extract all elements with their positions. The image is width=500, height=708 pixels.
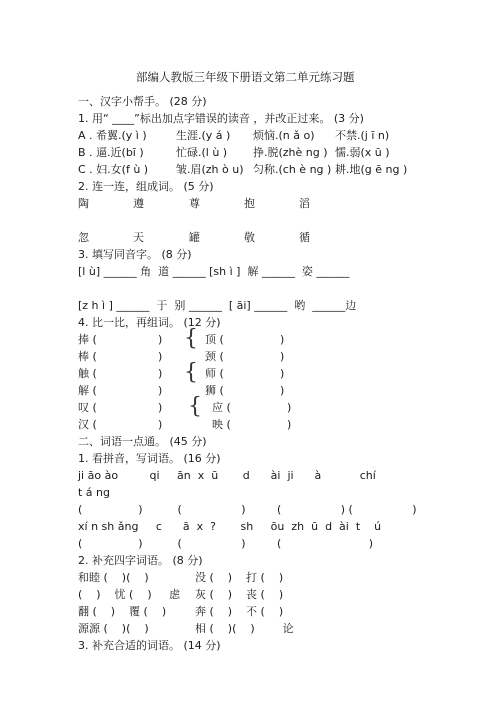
compare-left-char: 汉 ( xyxy=(78,418,97,431)
compare-left-char: 解 ( xyxy=(78,384,97,397)
compare-right-char: 师 ( xyxy=(205,367,224,380)
page-title: 部编人教版三年级下册语文第二单元练习题 xyxy=(136,70,355,84)
option-a-item-2: 生涯.(y á ) xyxy=(176,129,231,142)
compare-left-char: 触 ( xyxy=(78,367,97,380)
homophone-row-2: [z h ì ] ______ 于 别 ______ [ āi] ______ 哟 ______边 xyxy=(78,299,357,312)
idiom-row-left: 和睦 ( )( ) xyxy=(78,571,149,584)
section-2-question-1-prompt: 1. 看拼音，写词语。 (16 分) xyxy=(78,452,221,465)
compare-right-char: 映 ( xyxy=(212,418,231,431)
option-b-item-2: 忙碌.(l ù ) xyxy=(176,146,228,159)
match-bottom-char: 敬 xyxy=(244,231,255,244)
match-top-char: 滔 xyxy=(299,197,310,210)
compare-left-close: ) xyxy=(158,384,163,397)
option-c-item-1: C . 妇.女(f ù ) xyxy=(78,163,149,176)
compare-right-char: 应 ( xyxy=(212,401,231,414)
compare-right-char: 顶 ( xyxy=(205,333,224,346)
compare-left-close: ) xyxy=(158,418,163,431)
left-brace-icon: { xyxy=(188,394,202,419)
option-b-item-3: 挣.脱(zhè ng ) xyxy=(253,146,328,159)
match-bottom-char: 循 xyxy=(299,231,310,244)
idiom-row-left: 翻 ( ) 覆 ( ) xyxy=(78,605,167,618)
section-2-heading: 二、词语一点通。 (45 分) xyxy=(78,435,207,448)
compare-right-close: ) xyxy=(280,350,285,363)
compare-left-close: ) xyxy=(158,401,163,414)
compare-right-close: ) xyxy=(280,333,285,346)
left-brace-icon: { xyxy=(184,326,198,351)
option-a-item-4: 不禁.(j ī n) xyxy=(335,129,390,142)
left-brace-icon: { xyxy=(184,360,198,385)
compare-right-char: 狮 ( xyxy=(205,384,224,397)
match-bottom-char: 忽 xyxy=(78,231,89,244)
question-2-prompt: 2. 连一连，组成词。 (5 分) xyxy=(78,180,214,193)
match-top-char: 陶 xyxy=(78,197,89,210)
section-2-question-3-prompt: 3. 补充合适的词语。 (14 分) xyxy=(78,639,221,652)
compare-right-close: ) xyxy=(280,367,285,380)
compare-right-close: ) xyxy=(287,401,292,414)
match-top-char: 抱 xyxy=(244,197,255,210)
pinyin-row-1: ji āo ào qi ān x ū d ài ji à chí xyxy=(78,469,376,482)
pinyin-row-1-continued: t á ng xyxy=(78,486,111,499)
match-top-char: 遵 xyxy=(133,197,144,210)
idiom-row-left: ( ) 忧 ( ) 虑 xyxy=(78,588,181,601)
compare-left-char: 捧 ( xyxy=(78,333,97,346)
pinyin-row-2: xí n sh ǎng c ā x ? sh ōu zh ū d ài t ú xyxy=(78,520,382,533)
option-b-item-1: B . 逼.近(bī ) xyxy=(78,146,144,159)
section-1-heading: 一、汉字小帮手。 (28 分) xyxy=(78,95,207,108)
compare-left-close: ) xyxy=(158,333,163,346)
homophone-row-1: [l ù] ______ 角 道 ______ [sh ì ] 解 ______ 姿 ______ xyxy=(78,265,350,278)
question-1-prompt: 1. 用“ ____”标出加点字错误的读音 ，并改正过来。 (3 分) xyxy=(78,112,364,125)
idiom-row-right: 灰 ( ) 丧 ( ) xyxy=(195,588,284,601)
match-bottom-char: 天 xyxy=(133,231,144,244)
option-a-item-3: 烦恼.(n ǎ o) xyxy=(253,129,315,142)
question-4-prompt: 4. 比一比，再组词。 (12 分) xyxy=(78,316,221,329)
compare-left-close: ) xyxy=(158,367,163,380)
option-a-item-1: A . 希翼.(y ì ) xyxy=(78,129,147,142)
compare-left-char: 棒 ( xyxy=(78,350,97,363)
idiom-row-right: 没 ( ) 打 ( ) xyxy=(195,571,284,584)
option-c-item-2: 皱.眉(zh ò u) xyxy=(176,163,244,176)
match-top-char: 尊 xyxy=(189,197,200,210)
idiom-row-right: 相 ( )( ) 论 xyxy=(195,622,294,635)
idiom-row-right: 奔 ( ) 不 ( ) xyxy=(195,605,284,618)
answer-parens-row-1: ( ) ( ) ( ) ( ) xyxy=(78,503,417,516)
option-c-item-4: 耕.地(g ē ng ) xyxy=(335,163,408,176)
compare-right-char: 颈 ( xyxy=(205,350,224,363)
compare-left-char: 叹 ( xyxy=(78,401,97,414)
match-bottom-char: 罐 xyxy=(189,231,200,244)
section-2-question-2-prompt: 2. 补充四字词语。 (8 分) xyxy=(78,554,203,567)
idiom-row-left: 源源 ( )( ) xyxy=(78,622,149,635)
option-c-item-3: 匀称.(ch è ng ) xyxy=(253,163,332,176)
compare-right-close: ) xyxy=(280,384,285,397)
question-3-prompt: 3. 填写同音字。 (8 分) xyxy=(78,248,192,261)
option-b-item-4: 懦.弱(x ū ) xyxy=(335,146,390,159)
answer-parens-row-2: ( ) ( ) ( ) xyxy=(78,537,373,550)
compare-right-close: ) xyxy=(287,418,292,431)
compare-left-close: ) xyxy=(158,350,163,363)
